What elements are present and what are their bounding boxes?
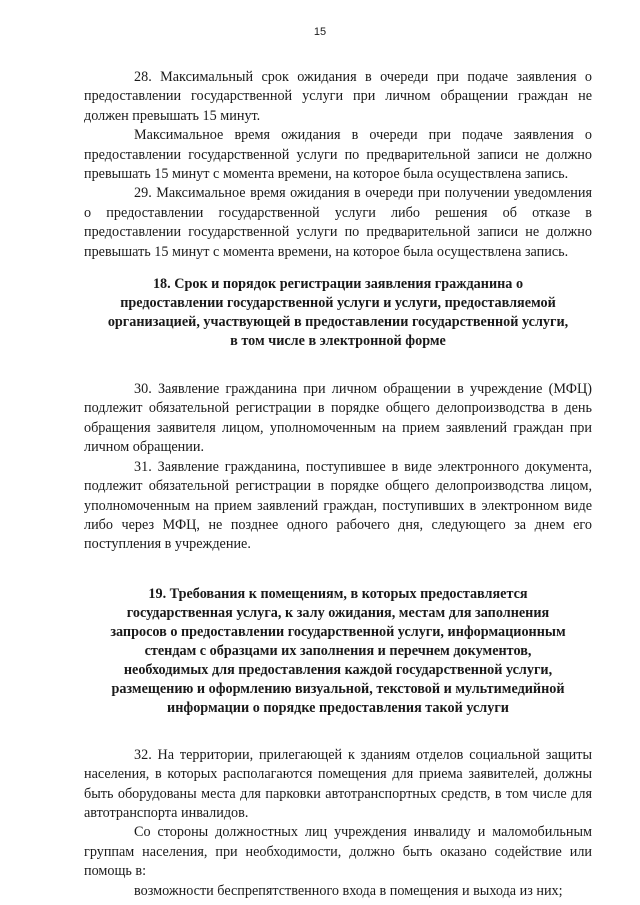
paragraph-max-time-preregistration: Максимальное время ожидания в очереди при подаче заявления о предоставлении государственной услуги по предварительной записи не должно превышать 15 минут с момента времени, на которое была осуществлена запись. [84,127,592,183]
section-19-heading [84,585,592,718]
page-number: 15 [313,26,327,38]
section-19-heading-line: информации о порядке предоставления такой услуги [167,699,509,716]
section-19-heading-line: запросов о предоставлении государственной услуги, информационным [110,623,566,640]
paragraph-free-access: возможности беспрепятственного входа в помещения и выхода из них; [134,882,563,899]
paragraph-assistance: Со стороны должностных лиц учреждения инвалиду и маломобильным группам населения, при необходимости, должно быть оказано содействие или помощь в: [84,824,592,880]
section-18-heading-line: в том числе в электронной форме [230,333,446,350]
paragraph-32: 32. На территории, прилегающей к зданиям отделов социальной защиты населения, в которых располагаются помещения для приема заявителей, должны быть оборудованы места для парковки автотранспортных средств, в том числе для автотранспорта инвалидов. [84,746,592,821]
section-18-heading [84,275,592,351]
section-19-heading-line: необходимых для предоставления каждой государственной услуги, [123,661,553,678]
section-19-heading-line: 19. Требования к помещениям, в которых предоставляется [148,585,528,602]
paragraph-28: 28. Максимальный срок ожидания в очереди при подаче заявления о предоставлении государственной услуги при личном обращении граждан не должен превышать 15 минут. [84,69,592,124]
paragraph-30: 30. Заявление гражданина при личном обращении в учреждение (МФЦ) подлежит обязательной регистрации в порядке общего делопроизводства в день обращения заявителя лицом, уполномоченным на прием заявлений граждан при личном обращении. [84,381,592,456]
section-18-heading-line: организацией, участвующей в предоставлении государственной услуги, [107,314,569,331]
paragraph-29: 29. Максимальное время ожидания в очереди при получении уведомления о предоставлении государственной услуги либо решения об отказе в предоставлении государственной услуги по предварительной записи не должно превышать 15 минут с момента времени, на которое была осуществлена запись. [84,185,592,260]
section-19-heading-line: государственная услуга, к залу ожидания, местам для заполнения [126,604,550,621]
section-18-heading-line: предоставлении государственной услуги и услуги, предоставляемой [120,295,556,312]
section-19-heading-line: стендам с образцами их заполнения и перечнем документов, [144,642,532,659]
document-body [84,68,592,901]
section-18-heading-line: 18. Срок и порядок регистрации заявления гражданина о [152,276,524,293]
section-19-heading-line: размещению и оформлению визуальной, текстовой и мультимедийной [111,680,565,697]
paragraph-31: 31. Заявление гражданина, поступившее в виде электронного документа, подлежит обязательной регистрации в порядке общего делопроизводства лицом, уполномоченным на прием заявлений граждан, поступивших в электронном виде либо через МФЦ, не позднее одного рабочего дня, следующего за днем его поступления в учреждение. [84,458,592,553]
